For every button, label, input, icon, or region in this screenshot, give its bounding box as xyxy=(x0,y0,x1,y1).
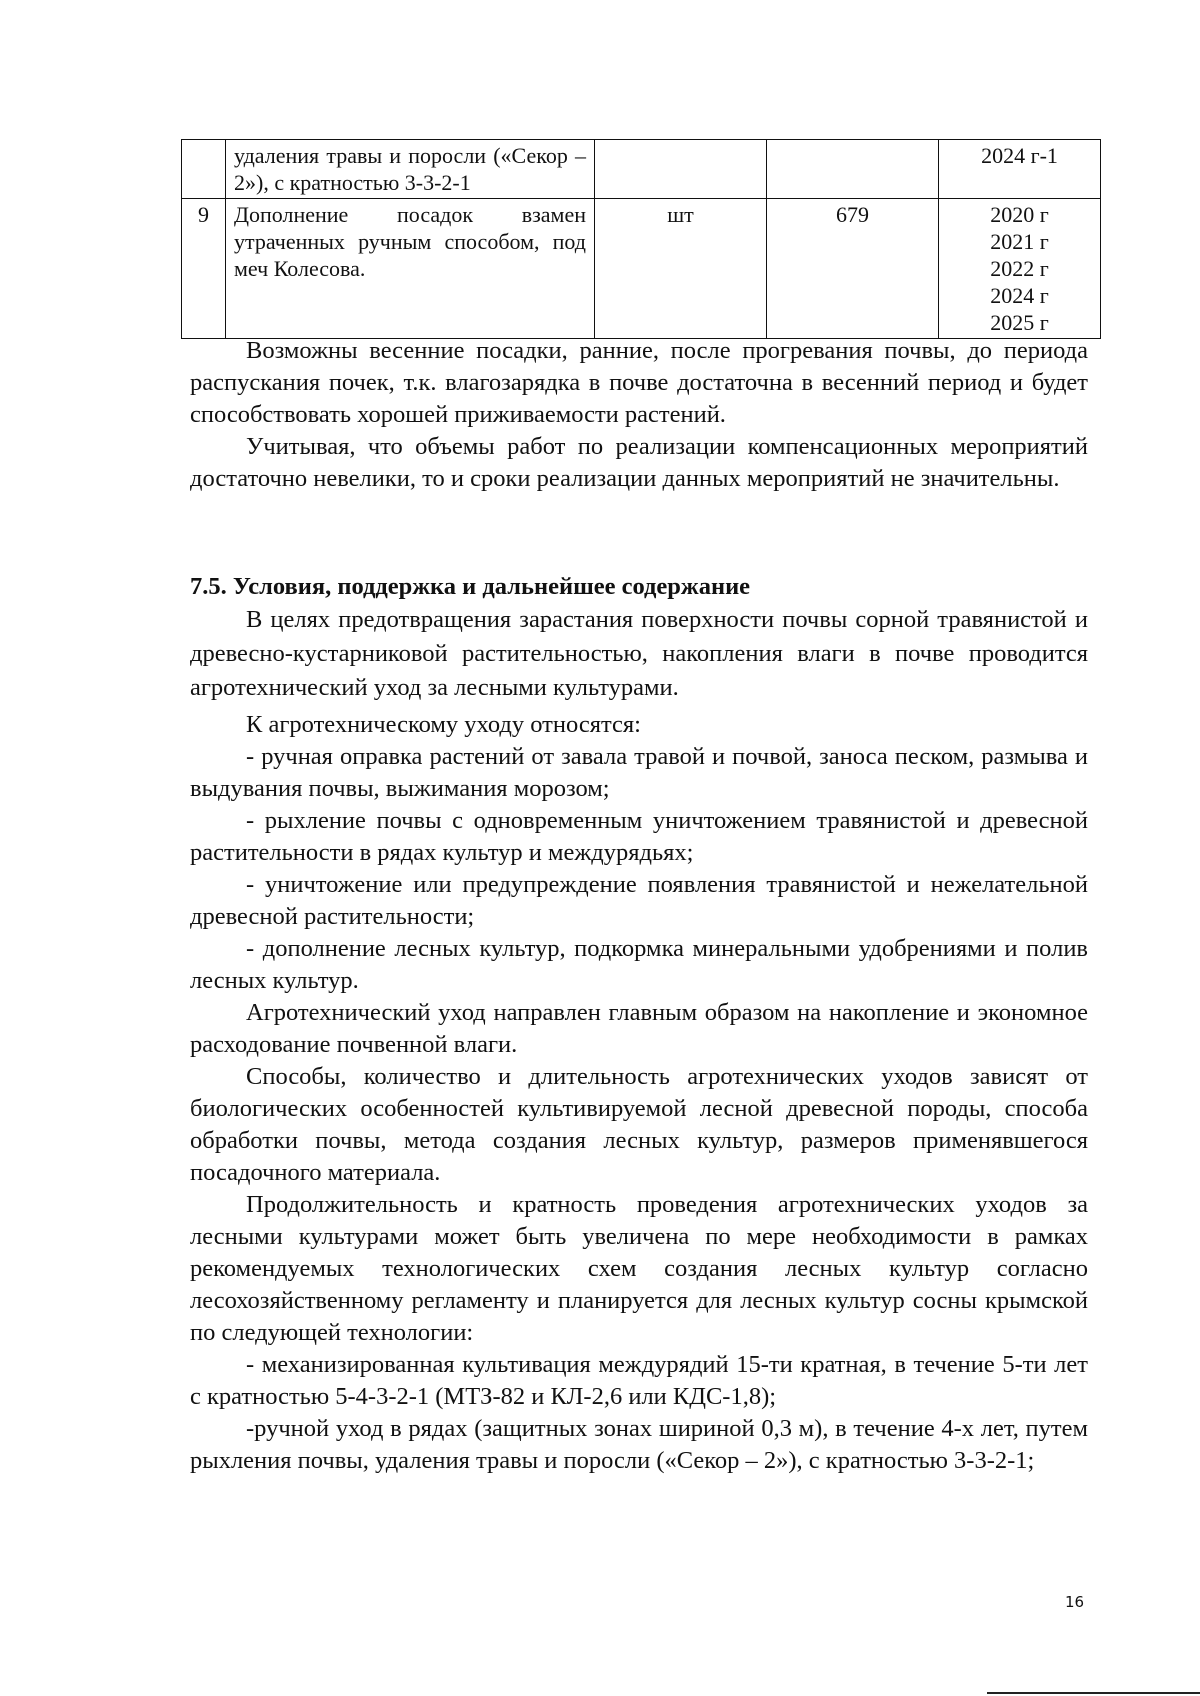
paragraph: Продолжительность и кратность проведения агротехнических уходов за лесными культурами может быть увеличена по мере необходимости в рамках рекомендуемых технологических схем создания лесных культур согласно лесохозяйственному регламенту и планируется для лесных культур сосны крымской по следующей технологии: xyxy=(190,1191,1088,1346)
text-top xyxy=(190,335,1088,495)
section-heading: 7.5. Условия, поддержка и дальнейшее содержание xyxy=(190,573,751,600)
table-row xyxy=(182,140,1101,199)
quantity xyxy=(767,140,939,199)
table-row xyxy=(182,199,1101,339)
list-item: - ручная оправка растений от завала травой и почвой, заноса песком, размыва и выдувания почвы, выжимания морозом; xyxy=(190,743,1088,802)
list-item: - уничтожение или предупреждение появления травянистой и нежелательной древесной растительности; xyxy=(190,871,1088,930)
years-cell xyxy=(939,199,1101,339)
work-name: удаления травы и поросли («Секор – 2»), с кратностью 3-3-2-1 xyxy=(226,140,595,199)
page-number: 16 xyxy=(1065,1593,1085,1611)
unit: шт xyxy=(595,199,767,339)
bottom-rule xyxy=(987,1692,1200,1694)
year: 2024 г-1 xyxy=(981,143,1058,168)
paragraph: Агротехнический уход направлен главным образом на накопление и экономное расходование почвенной влаги. xyxy=(190,999,1088,1058)
paragraph: В целях предотвращения зарастания поверхности почвы сорной травянистой и древесно-кустарниковой растительностью, накопления влаги в почве проводится агротехнический уход за лесными культурами. xyxy=(190,606,1088,701)
list-item: -ручной уход в рядах (защитных зонах шириной 0,3 м), в течение 4-х лет, путем рыхления почвы, удаления травы и поросли («Секор – 2»), с кратностью 3-3-2-1; xyxy=(190,1415,1088,1474)
list-item: - механизированная культивация междурядий 15-ти кратная, в течение 5-ти лет с кратностью 5-4-3-2-1 (МТЗ-82 и КЛ-2,6 или КДС-1,8); xyxy=(190,1351,1088,1410)
year: 2025 г xyxy=(990,310,1049,335)
quantity: 679 xyxy=(767,199,939,339)
paragraph: Учитывая, что объемы работ по реализации компенсационных мероприятий достаточно невелики, то и сроки реализации данных мероприятий не значительны. xyxy=(190,433,1088,492)
paragraph: Возможны весенние посадки, ранние, после прогревания почвы, до периода распускания почек, т.к. влагозарядка в почве достаточна в весенний период и будет способствовать хорошей приживаемости растений. xyxy=(190,337,1088,428)
year: 2022 г xyxy=(990,256,1049,281)
year: 2021 г xyxy=(990,229,1049,254)
row-number: 9 xyxy=(182,199,226,339)
work-name: Дополнение посадок взамен утраченных ручным способом, под меч Колесова. xyxy=(226,199,595,339)
paragraph: Способы, количество и длительность агротехнических уходов зависят от биологических особенностей культивируемой лесной древесной породы, способа обработки почвы, метода создания лесных культур, размеров применявшегося посадочного материала. xyxy=(190,1063,1088,1186)
year: 2024 г xyxy=(990,283,1049,308)
year: 2020 г xyxy=(990,202,1049,227)
paragraph: К агротехническому уходу относятся: xyxy=(246,711,641,738)
list-item: - рыхление почвы с одновременным уничтожением травянистой и древесной растительности в рядах культур и междурядьях; xyxy=(190,807,1088,866)
unit xyxy=(595,140,767,199)
list-item: - дополнение лесных культур, подкормка минеральными удобрениями и полив лесных культур. xyxy=(190,935,1088,994)
row-number xyxy=(182,140,226,199)
works-table xyxy=(181,139,1101,339)
years-cell xyxy=(939,140,1101,199)
text-section xyxy=(190,555,1088,1477)
